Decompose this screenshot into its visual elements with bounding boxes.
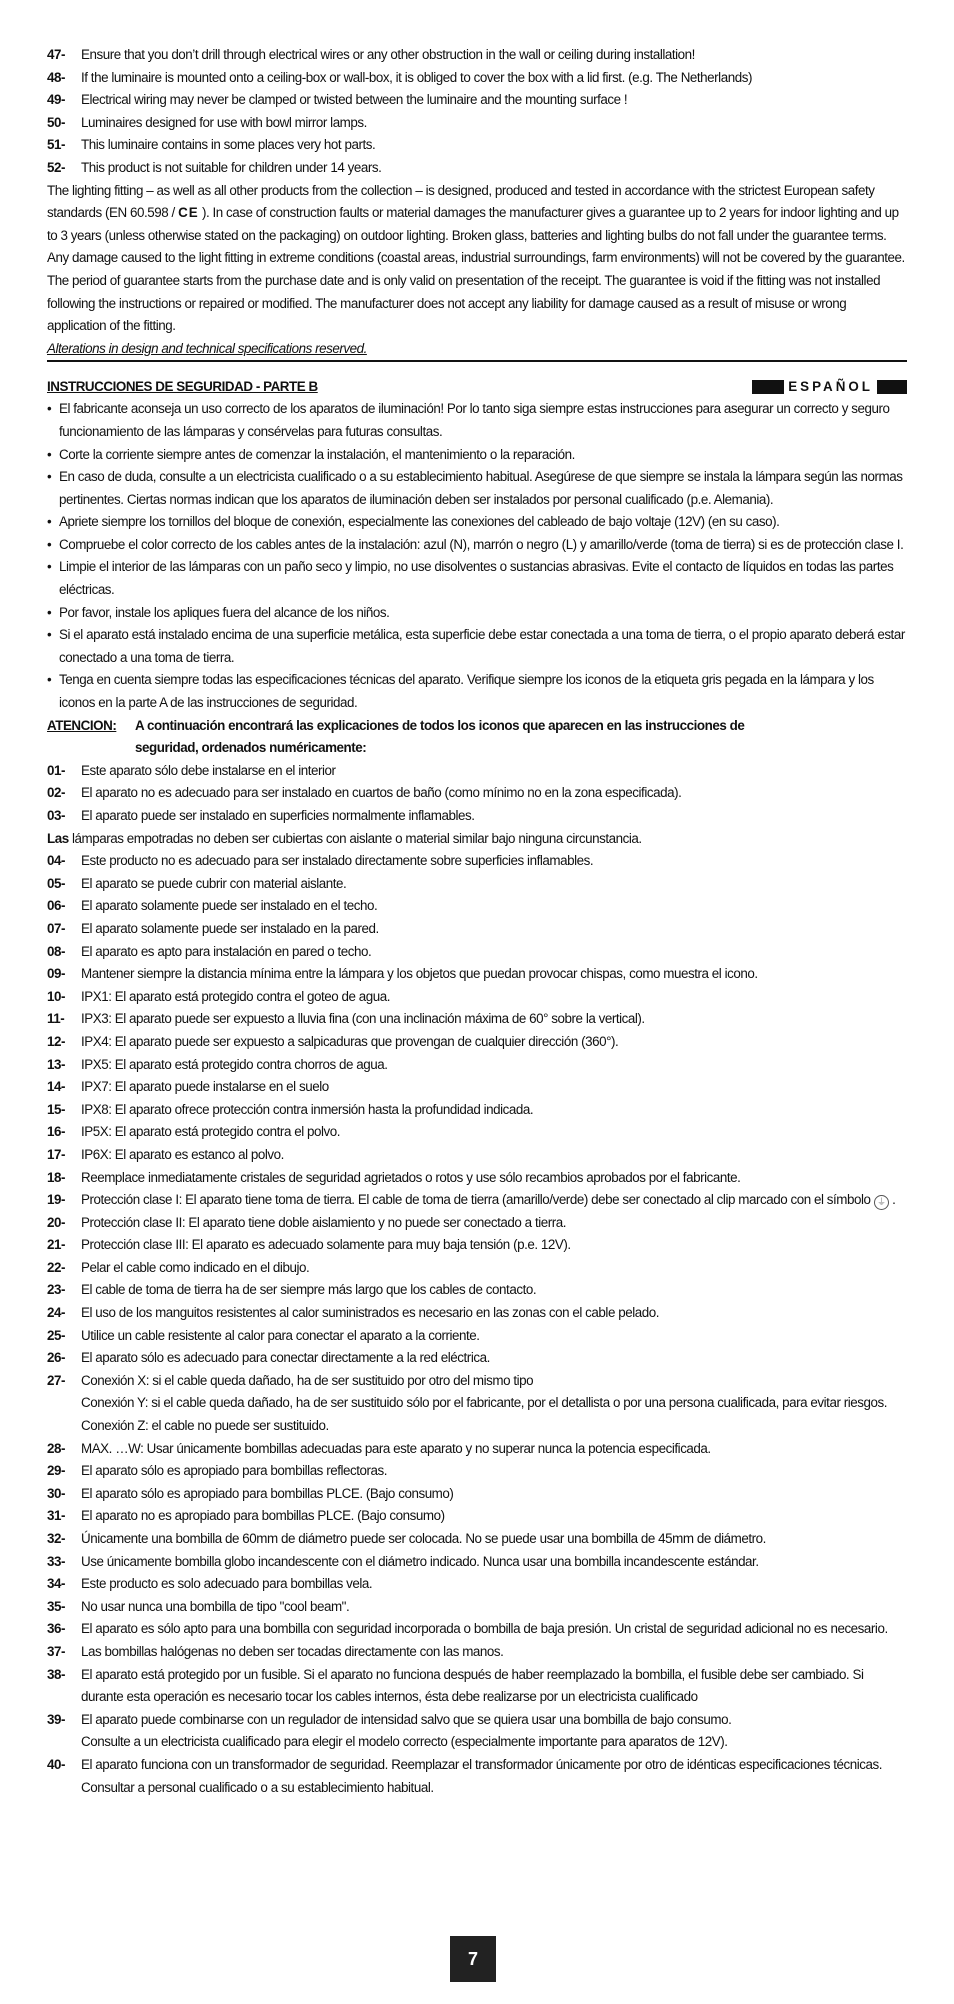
list-item: [47, 963, 907, 986]
list-item: [47, 895, 907, 918]
item-text: This luminaire contains in some places very hot parts.: [81, 137, 376, 153]
item-number: 01-: [47, 762, 66, 778]
item-text: MAX. …W: Usar únicamente bombillas adecuadas para este aparato y no superar nunca la potencia especificada.: [81, 1440, 711, 1456]
item-text: This product is not suitable for children under 14 years.: [81, 159, 382, 175]
list-item: [47, 44, 907, 67]
item-text: IPX5: El aparato está protegido contra chorros de agua.: [81, 1056, 388, 1072]
item-number: 06-: [47, 898, 66, 914]
item-text: El aparato funciona con un transformador de seguridad. Reemplazar el transformador únicamente por otro de idénticas especificaciones técnicas. Consultar a personal cualificado o a su establecimiento habitual.: [81, 1756, 883, 1795]
list-item: [47, 760, 907, 783]
list-item: [47, 1099, 907, 1122]
list-item: [47, 1257, 907, 1280]
item-text: IPX4: El aparato puede ser expuesto a salpicaduras que provengan de cualquier dirección (360°).: [81, 1033, 619, 1049]
icon-explanations-list-d: [47, 1438, 907, 1709]
list-item: [47, 112, 907, 135]
las-lead: Las: [47, 830, 69, 846]
item-text: Use únicamente bombilla globo incandescente con el diámetro indicado. Nunca usar una bombilla incandescente estándar.: [81, 1553, 759, 1569]
list-item: [47, 1031, 907, 1054]
item-19-end: .: [888, 1192, 896, 1208]
item-text: IPX3: El aparato puede ser expuesto a lluvia fina (con una inclinación máxima de 60° sobre la vertical).: [81, 1011, 645, 1027]
item-text: El aparato sólo es apropiado para bombillas PLCE. (Bajo consumo): [81, 1485, 454, 1501]
bullet-item: [47, 669, 907, 714]
item-text: Conexión X: si el cable queda dañado, ha de ser sustituido por otro del mismo tipo: [81, 1372, 534, 1388]
language-label: ESPAÑOL: [788, 379, 873, 395]
item-text: El aparato no es adecuado para ser instalado en cuartos de baño (como mínimo no en la zona especificada).: [81, 785, 682, 801]
item-number: 19-: [47, 1192, 66, 1208]
item-text: Protección clase III: El aparato es adecuado solamente para muy baja tensión (p.e. 12V).: [81, 1237, 571, 1253]
list-item: [47, 1121, 907, 1144]
item-text: IPX7: El aparato puede instalarse en el suelo: [81, 1079, 329, 1095]
list-item: [47, 1438, 907, 1461]
item-number: 04-: [47, 853, 66, 869]
list-item: [47, 1505, 907, 1528]
item-27-connection-z: Conexión Z: el cable no puede ser sustituido.: [81, 1418, 329, 1434]
list-item: [47, 918, 907, 941]
list-item: [47, 873, 907, 896]
bullet-icon: •: [47, 469, 52, 485]
item-number: 48-: [47, 69, 66, 85]
list-item: [47, 1551, 907, 1574]
bullet-icon: •: [47, 536, 52, 552]
item-text: Reemplace inmediatamente cristales de seguridad agrietados o rotos y use sólo recambios aprobados por el fabricante.: [81, 1169, 741, 1185]
list-item: [47, 1618, 907, 1641]
list-item: [47, 1573, 907, 1596]
list-item: [47, 1596, 907, 1619]
list-item: [47, 941, 907, 964]
item-number: 12-: [47, 1033, 66, 1049]
item-number: 17-: [47, 1146, 66, 1162]
item-number: 21-: [47, 1237, 66, 1253]
item-text: El aparato solamente puede ser instalado en el techo.: [81, 898, 378, 914]
atencion-text: A continuación encontrará las explicaciones de todos los iconos que aparecen en las instrucciones de seguridad, ordenados numéricamente:: [135, 717, 745, 756]
bullet-item: [47, 602, 907, 625]
item-number: 32-: [47, 1531, 66, 1546]
item-text: El cable de toma de tierra ha de ser siempre más largo que los cables de contacto.: [81, 1282, 537, 1298]
bullet-item: [47, 534, 907, 557]
item-number: 10-: [47, 988, 66, 1004]
list-item: [47, 1234, 907, 1257]
section-title: INSTRUCCIONES DE SEGURIDAD - PARTE B: [47, 379, 318, 395]
list-item: [47, 1144, 907, 1167]
list-item: [47, 1212, 907, 1235]
item-number: 09-: [47, 966, 66, 982]
section-header: [47, 376, 907, 398]
list-item: [47, 1302, 907, 1325]
bullet-item: [47, 444, 907, 467]
item-number: 31-: [47, 1508, 66, 1524]
item-number: 28-: [47, 1440, 66, 1456]
list-item-27: [47, 1370, 907, 1393]
bullet-item: [47, 624, 907, 669]
item-number: 18-: [47, 1169, 66, 1185]
item-text: Pelar el cable como indicado en el dibujo.: [81, 1259, 310, 1275]
manual-page: [47, 44, 907, 1799]
list-item: [47, 986, 907, 1009]
atencion-label: ATENCION:: [47, 717, 117, 733]
atencion-block: [47, 715, 907, 760]
item-number: 03-: [47, 808, 66, 823]
item-text: IP6X: El aparato es estanco al polvo.: [81, 1146, 284, 1162]
item-text: Únicamente una bombilla de 60mm de diámetro puede ser colocada. No se puede usar una bombilla de 45mm de diámetro.: [81, 1531, 766, 1546]
item-number: 24-: [47, 1305, 66, 1321]
item-text: IPX8: El aparato ofrece protección contra inmersión hasta la profundidad indicada.: [81, 1101, 534, 1117]
item-number: 40-: [47, 1756, 66, 1772]
bullet-text: Apriete siempre los tornillos del bloque de conexión, especialmente las conexiones del cableado de bajo voltaje (12V) (en su caso).: [59, 514, 780, 530]
bullet-item: [47, 556, 907, 601]
bullet-item: [47, 511, 907, 534]
item-39-continuation: Consulte a un electricista cualificado para elegir el modelo correcto (especialmente importante para aparatos de 12V).: [81, 1734, 728, 1750]
item-number: 47-: [47, 47, 66, 62]
item-text: If the luminaire is mounted onto a ceiling-box or wall-box, it is obliged to cover the box with a lid first. (e.g. The Netherlands): [81, 69, 752, 85]
item-number: 13-: [47, 1056, 66, 1072]
item-text: Ensure that you don’t drill through electrical wires or any other obstruction in the wall or ceiling during installation!: [81, 47, 695, 62]
list-item: [47, 1483, 907, 1506]
list-item: [47, 1325, 907, 1348]
item-number: 29-: [47, 1463, 66, 1479]
icon-explanations-list-b: [47, 850, 907, 1189]
ce-mark-icon: CE: [178, 205, 199, 221]
language-bar-left: [752, 380, 784, 394]
item-text: El aparato sólo es adecuado para conectar directamente a la red eléctrica.: [81, 1350, 490, 1366]
item-text: El aparato puede ser instalado en superficies normalmente inflamables.: [81, 808, 475, 823]
item-number: 26-: [47, 1350, 66, 1366]
bullet-item: [47, 466, 907, 511]
list-item-39: [47, 1709, 907, 1732]
bullet-icon: •: [47, 401, 52, 417]
list-item: [47, 67, 907, 90]
item-text: El aparato puede combinarse con un regulador de intensidad salvo que se quiera usar una bombilla de bajo consumo.: [81, 1711, 732, 1727]
item-number: 15-: [47, 1101, 66, 1117]
item-19-text: Protección clase I: El aparato tiene toma de tierra. El cable de toma de tierra (amarillo/verde) debe ser conectado al clip marcado con el símbolo: [81, 1192, 871, 1208]
list-item: [47, 805, 907, 828]
list-item: [47, 1641, 907, 1664]
bullet-text: El fabricante aconseja un uso correcto de los aparatos de iluminación! Por lo tanto siga siempre estas instrucciones para asegurar un correcto y seguro funcionamiento de las lámparas y consérvelas para futuras consultas.: [59, 401, 890, 439]
item-text: El aparato es apto para instalación en pared o techo.: [81, 943, 372, 959]
section-divider: [47, 360, 907, 362]
item-number: 08-: [47, 943, 66, 959]
item-number: 14-: [47, 1079, 66, 1095]
item-text: Este producto no es adecuado para ser instalado directamente sobre superficies inflamables.: [81, 853, 594, 869]
item-number: 20-: [47, 1214, 66, 1230]
list-item-19: [47, 1189, 907, 1212]
alterations-note: Alterations in design and technical specifications reserved.: [47, 340, 367, 356]
list-item: [47, 1279, 907, 1302]
item-number: 38-: [47, 1666, 66, 1682]
item-number: 52-: [47, 159, 66, 175]
bullet-text: Compruebe el color correcto de los cables antes de la instalación: azul (N), marrón o negro (L) y amarillo/verde (toma de tierra) si es de protección clase I.: [59, 536, 904, 552]
item-text: El aparato se puede cubrir con material aislante.: [81, 875, 347, 891]
item-number: 11-: [47, 1011, 65, 1027]
item-number: 51-: [47, 137, 66, 153]
item-number: 35-: [47, 1598, 66, 1614]
item-text: El aparato sólo es apropiado para bombillas reflectoras.: [81, 1463, 388, 1479]
safety-bullet-list: [47, 398, 907, 714]
icon-explanations-list-a: [47, 760, 907, 828]
item-number: 27-: [47, 1372, 66, 1388]
item-text: [81, 1189, 907, 1212]
las-text: lámparas empotradas no deben ser cubiertas con aislante o material similar bajo ninguna circunstancia.: [68, 830, 642, 846]
item-text: IP5X: El aparato está protegido contra el polvo.: [81, 1124, 341, 1140]
earth-symbol-icon: ⏚: [874, 1195, 889, 1210]
list-item: [47, 157, 907, 180]
item-number: 33-: [47, 1553, 66, 1569]
item-text: IPX1: El aparato está protegido contra el goteo de agua.: [81, 988, 391, 1004]
list-item: [47, 134, 907, 157]
guarantee-paragraph: [47, 180, 907, 338]
item-number: 07-: [47, 920, 66, 936]
item-text: Luminaires designed for use with bowl mirror lamps.: [81, 114, 367, 130]
item-text: Este producto es solo adecuado para bombillas vela.: [81, 1576, 373, 1592]
english-instructions-list: [47, 44, 907, 180]
guarantee-text-1: The lighting fitting – as well as all other products from the collection – is designed, produced and tested in accordance with the strictest European safety standards (EN 60.598 /: [47, 182, 875, 221]
item-number: 16-: [47, 1124, 66, 1140]
item-text: No usar nunca una bombilla de tipo "cool beam".: [81, 1598, 350, 1614]
bullet-icon: •: [47, 672, 52, 688]
icon-explanations-list-c: [47, 1212, 907, 1370]
item-number: 49-: [47, 92, 66, 108]
list-item: [47, 850, 907, 873]
page-number: 7: [450, 1936, 496, 1982]
language-tag: [752, 376, 907, 399]
item-number: 02-: [47, 785, 66, 801]
item-text: El aparato solamente puede ser instalado en la pared.: [81, 920, 379, 936]
list-item: [47, 1167, 907, 1190]
bullet-icon: •: [47, 559, 52, 575]
bullet-text: Por favor, instale los apliques fuera del alcance de los niños.: [59, 604, 390, 620]
item-text: Las bombillas halógenas no deben ser tocadas directamente con las manos.: [81, 1643, 504, 1659]
bullet-item: [47, 398, 907, 443]
list-item: [47, 782, 907, 805]
list-item-40: [47, 1754, 907, 1799]
item-text: Protección clase II: El aparato tiene doble aislamiento y no puede ser conectado a tierra.: [81, 1214, 567, 1230]
bullet-text: Corte la corriente siempre antes de comenzar la instalación, el mantenimiento o la reparación.: [59, 446, 575, 462]
list-item: [47, 1008, 907, 1031]
item-text: El aparato está protegido por un fusible. Si el aparato no funciona después de haber reemplazado la bombilla, el fusible debe ser cambiado. Si durante esta operación es necesario tocar los cables internos, ésta debe realizarse por un electricista cualificado: [81, 1666, 864, 1705]
guarantee-text-2: ). In case of construction faults or material damages the manufacturer gives a guarantee up to 2 years for indoor lighting and up to 3 years (unless otherwise stated on the packaging) on outdoor lighting. Broken glass, batteries and lighting bulbs do not fall under the guarantee terms. Any damage caused to the light fitting in extreme conditions (coastal areas, industrial surroundings, farm environments) will not be covered by the guarantee. The period of guarantee starts from the purchase date and is only valid on presentation of the receipt. The guarantee is void if the fitting was not installed following the instructions or repaired or modified. The manufacturer does not accept any liability for damage caused as a result of misuse or wrong application of the fitting.: [47, 205, 905, 334]
item-number: 36-: [47, 1621, 66, 1637]
bullet-icon: •: [47, 627, 52, 643]
bullet-icon: •: [47, 446, 52, 462]
bullet-icon: •: [47, 514, 52, 530]
item-number: 30-: [47, 1485, 66, 1501]
item-text: Electrical wiring may never be clamped or twisted between the luminaire and the mounting surface !: [81, 92, 628, 108]
item-number: 05-: [47, 875, 66, 891]
item-number: 23-: [47, 1282, 66, 1298]
item-text: Este aparato sólo debe instalarse en el interior: [81, 762, 336, 778]
list-item: [47, 1347, 907, 1370]
item-text: El uso de los manguitos resistentes al calor suministrados es necesario en las zonas con el cable pelado.: [81, 1305, 659, 1321]
item-text: El aparato es sólo apto para una bombilla con seguridad incorporada o bombilla de baja presión. Un cristal de seguridad adicional no es necesario.: [81, 1621, 888, 1637]
item-number: 34-: [47, 1576, 66, 1592]
bullet-icon: •: [47, 604, 52, 620]
language-bar-right: [877, 380, 907, 394]
bullet-text: Limpie el interior de las lámparas con un paño seco y limpio, no use disolventes o sustancias abrasivas. Evite el contacto de líquidos en todas las partes eléctricas.: [59, 559, 894, 598]
item-number: 39-: [47, 1711, 66, 1727]
item-number: 37-: [47, 1643, 66, 1659]
item-number: 25-: [47, 1327, 66, 1343]
item-text: El aparato no es apropiado para bombillas PLCE. (Bajo consumo): [81, 1508, 445, 1524]
las-note: [47, 828, 907, 851]
list-item: [47, 1054, 907, 1077]
item-text: Utilice un cable resistente al calor para conectar el aparato a la corriente.: [81, 1327, 480, 1343]
list-item: [47, 1528, 907, 1551]
bullet-text: Si el aparato está instalado encima de una superficie metálica, esta superficie debe estar conectada a una toma de tierra, o el propio aparato deberá estar conectado a una toma de tierra.: [59, 627, 905, 665]
item-number: 22-: [47, 1259, 66, 1275]
item-27-connection-y: Conexión Y: si el cable queda dañado, ha de ser sustituido sólo por el fabricante, por el detallista o por una persona cualificada, para evitar riesgos.: [81, 1395, 888, 1411]
item-text: Mantener siempre la distancia mínima entre la lámpara y los objetos que puedan provocar chispas, como muestra el icono.: [81, 966, 758, 982]
list-item: [47, 1076, 907, 1099]
list-item: [47, 1664, 907, 1709]
list-item: [47, 89, 907, 112]
bullet-text: Tenga en cuenta siempre todas las especificaciones técnicas del aparato. Verifique siempre los iconos de la etiqueta gris pegada en la lámpara y los iconos en la parte A de las instrucciones de seguridad.: [59, 672, 874, 711]
bullet-text: En caso de duda, consulte a un electricista cualificado o a su establecimiento habitual. Asegúrese de que siempre se instala la lámpara según las normas pertinentes. Ciertas normas indican que los aparatos de iluminación deben ser instalados por personal cualificado (p.e. Alemania).: [59, 469, 903, 507]
item-number: 50-: [47, 114, 66, 130]
list-item: [47, 1460, 907, 1483]
